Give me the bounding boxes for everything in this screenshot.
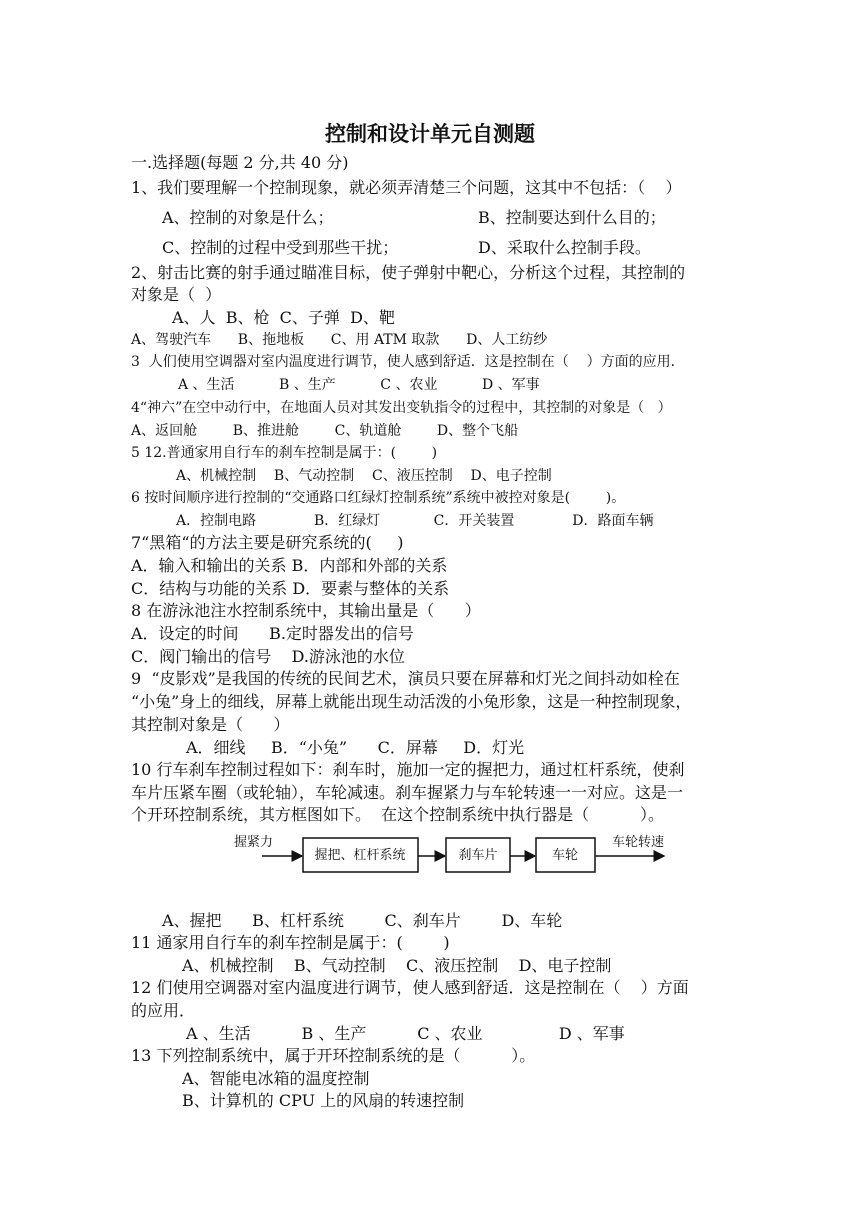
diagram-block-wheel-label: 车轮 bbox=[551, 848, 579, 863]
question-2-line2: 对象是（ ） bbox=[131, 285, 222, 304]
option-13a: A、智能电冰箱的温度控制 bbox=[182, 1069, 370, 1088]
question-5: 5 12.普通家用自行车的刹车控制是属于：( ) bbox=[131, 445, 438, 461]
options-7cd: C．结构与功能的关系 D．要素与整体的关系 bbox=[131, 579, 450, 598]
option-13b: B、计算机的 CPU 上的风扇的转速控制 bbox=[182, 1091, 465, 1110]
question-11: 11 通家用自行车的刹车控制是属于：( ) bbox=[131, 933, 450, 952]
option-1a: A、控制的对象是什么； bbox=[162, 208, 334, 227]
option-1d: D、采取什么控制手段。 bbox=[478, 238, 651, 257]
question-12-line1: 12 们使用空调器对室内温度进行调节，使人感到舒适．这是控制在（ ）方面 bbox=[131, 978, 689, 997]
diagram-output-label: 车轮转速 bbox=[612, 835, 665, 850]
options-11: A、机械控制 B、气动控制 C、液压控制 D、电子控制 bbox=[182, 956, 612, 975]
diagram-input-label: 握紧力 bbox=[234, 835, 274, 850]
question-2-line1: 2、射击比赛的射手通过瞄准目标，使子弹射中靶心，分析这个过程，其控制的 bbox=[131, 263, 686, 282]
question-4: 4“神六”在空中动行中，在地面人员对其发出变轨指令的过程中，其控制的对象是（ ） bbox=[131, 400, 672, 416]
question-13: 13 下列控制系统中，属于开环控制系统的是（ ）。 bbox=[131, 1046, 536, 1065]
question-10-line1: 10 行车刹车控制过程如下：刹车时，施加一定的握把力，通过杠杆系统，使刹 bbox=[131, 760, 685, 779]
question-6: 6 按时间顺序进行控制的“交通路口红绿灯控制系统”系统中被控对象是( )。 bbox=[131, 490, 626, 506]
options-8cd: C．阀门输出的信号 D.游泳池的水位 bbox=[131, 647, 405, 666]
options-extra: A、驾驶汽车 B、拖地板 C、用 ATM 取款 D、人工纺纱 bbox=[131, 332, 548, 348]
question-10-line3: 个开环控制系统，其方框图如下。 在这个控制系统中执行器是（ ）。 bbox=[131, 805, 665, 824]
question-8: 8 在游泳池注水控制系统中，其输出量是（ ） bbox=[131, 601, 481, 620]
diagram-block-brake-pad-label: 刹车片 bbox=[458, 848, 498, 863]
options-9: A．细线 B．“小兔” C．屏幕 D．灯光 bbox=[186, 738, 525, 757]
options-5: A、机械控制 B、气动控制 C、液压控制 D、电子控制 bbox=[176, 468, 552, 484]
question-10-line2: 车片压紧车圈（或轮轴），车轮减速。刹车握紧力与车轮转速一一对应。这是一 bbox=[131, 783, 684, 802]
question-7: 7“黑箱“的方法主要是研究系统的( ) bbox=[131, 533, 404, 552]
options-6: A．控制电路 B．红绿灯 C．开关装置 D．路面车辆 bbox=[176, 513, 654, 529]
option-1c: C、控制的过程中受到那些干扰； bbox=[162, 238, 399, 257]
options-10: A、握把 B、杠杆系统 C、刹车片 D、车轮 bbox=[162, 911, 563, 930]
options-2: A、人 B、枪 C、子弹 D、靶 bbox=[172, 308, 395, 327]
question-12-line2: 的应用． bbox=[131, 1001, 196, 1020]
option-1b: B、控制要达到什么目的； bbox=[478, 208, 666, 227]
options-3: A 、生活 B 、生产 C 、农业 D 、军事 bbox=[178, 377, 540, 393]
page-title: 控制和设计单元自测题 bbox=[325, 122, 535, 146]
question-9-line1: 9 “皮影戏”是我国的传统的民间艺术，演员只要在屏幕和灯光之间抖动如栓在 bbox=[131, 669, 680, 688]
block-diagram bbox=[232, 826, 672, 892]
question-3: 3 人们使用空调器对室内温度进行调节，使人感到舒适．这是控制在（ ）方面的应用． bbox=[131, 354, 685, 370]
options-7ab: A．输入和输出的关系 B．内部和外部的关系 bbox=[131, 556, 448, 575]
section-heading: 一.选择题(每题 2 分,共 40 分) bbox=[131, 153, 349, 172]
question-9-line2: “小兔”身上的细线，屏幕上就能出现生动活泼的小兔形象，这是一种控制现象， bbox=[131, 692, 692, 711]
options-12: A 、生活 B 、生产 C 、农业 D 、军事 bbox=[186, 1024, 625, 1043]
diagram-block-lever-label: 握把、杠杆系统 bbox=[314, 848, 406, 863]
options-4: A、返回舱 B、推进舱 C、轨道舱 D、整个飞船 bbox=[131, 423, 519, 439]
options-8ab: A．设定的时间 B.定时器发出的信号 bbox=[131, 624, 414, 643]
question-1: 1、我们要理解一个控制现象，就必须弄清楚三个问题，这其中不包括：（ ） bbox=[131, 178, 682, 197]
question-9-line3: 其控制对象是（ ） bbox=[131, 715, 290, 734]
